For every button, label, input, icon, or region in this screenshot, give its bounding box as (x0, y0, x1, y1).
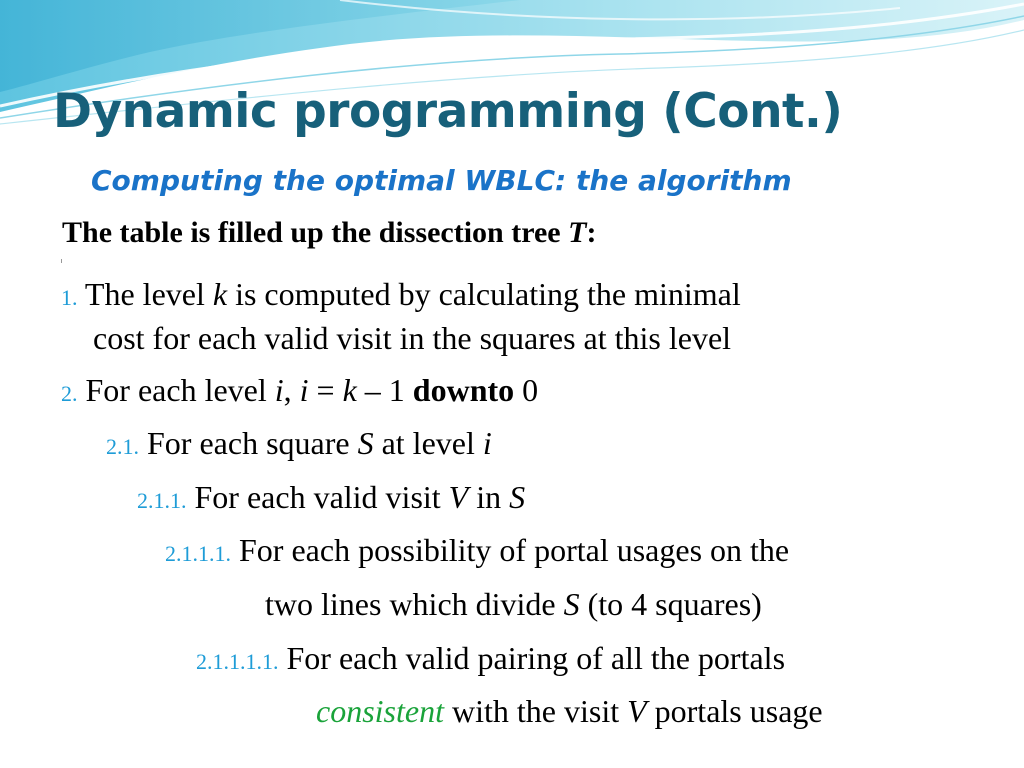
step-2-1-1-1-1-var-v: V (627, 693, 647, 729)
step-2-zero: 0 (514, 372, 539, 408)
step-2-1-1-1-1-text-c: portals usage (646, 693, 823, 729)
slide-title: Dynamic programming (Cont.) (53, 84, 843, 139)
step-2-1-var-s: S (357, 425, 374, 461)
step-2-1-1-1-1-text-a: For each valid pairing of all the portals (278, 640, 786, 676)
placeholder-tick (61, 259, 62, 263)
step-2-1-1-1 (165, 532, 789, 569)
step-2-1 (106, 425, 492, 462)
step-2 (61, 372, 538, 409)
step-1 (61, 276, 741, 313)
step-2-1-1-1-1-continuation (316, 693, 823, 730)
step-2-1-1 (137, 479, 525, 516)
step-2-text-a: For each level (77, 372, 275, 408)
step-2-var-i: i (274, 372, 284, 408)
step-1-text-a: The level (77, 276, 213, 312)
step-2-1-1-1-continuation (265, 586, 762, 623)
step-2-1-1-1-text-b: two lines which divide (265, 586, 564, 622)
step-1-text-b: is computed by calculating the minimal (227, 276, 741, 312)
step-2-1-1-1-1-text-b: with the visit (443, 693, 628, 729)
consistent-highlight: consistent (316, 693, 444, 729)
step-2-var-i2: i (299, 372, 309, 408)
step-2-eq: = (308, 372, 343, 408)
step-2-1-1-1-var-s: S (563, 586, 580, 622)
step-1-continuation: cost for each valid visit in the squares at this level (93, 320, 732, 356)
step-2-1-1-1-text-c: (to 4 squares) (579, 586, 762, 622)
step-2-1-1-number: 2.1.1. (137, 488, 187, 513)
step-2-1-text-a: For each square (139, 425, 358, 461)
step-2-1-1-var-v: V (448, 479, 469, 515)
step-2-number: 2. (61, 381, 78, 406)
step-2-1-1-1-text-a: For each possibility of portal usages on the (231, 532, 790, 568)
step-2-1-1-text-b: in (468, 479, 510, 515)
step-2-1-text-b: at level (373, 425, 483, 461)
intro-line (62, 216, 596, 250)
step-2-comma: , (283, 372, 300, 408)
step-2-1-1-text-a: For each valid visit (186, 479, 449, 515)
step-2-minus: – 1 (356, 372, 413, 408)
step-2-downto: downto (412, 372, 515, 408)
step-2-1-number: 2.1. (106, 434, 139, 459)
intro-text: The table is filled up the dissection tree (62, 216, 569, 249)
intro-variable: T (568, 216, 587, 249)
step-2-1-1-1-1 (196, 640, 785, 677)
step-2-1-var-i: i (482, 425, 492, 461)
intro-colon: : (586, 216, 597, 249)
step-2-1-1-var-s: S (509, 479, 526, 515)
step-2-1-1-1-1-number: 2.1.1.1.1. (196, 649, 279, 674)
step-2-1-1-1-number: 2.1.1.1. (165, 541, 231, 566)
step-1-var-k: k (212, 276, 228, 312)
slide-subtitle: Computing the optimal WBLC: the algorithm (91, 164, 792, 197)
step-2-var-k: k (342, 372, 357, 408)
step-1-number: 1. (61, 285, 78, 310)
